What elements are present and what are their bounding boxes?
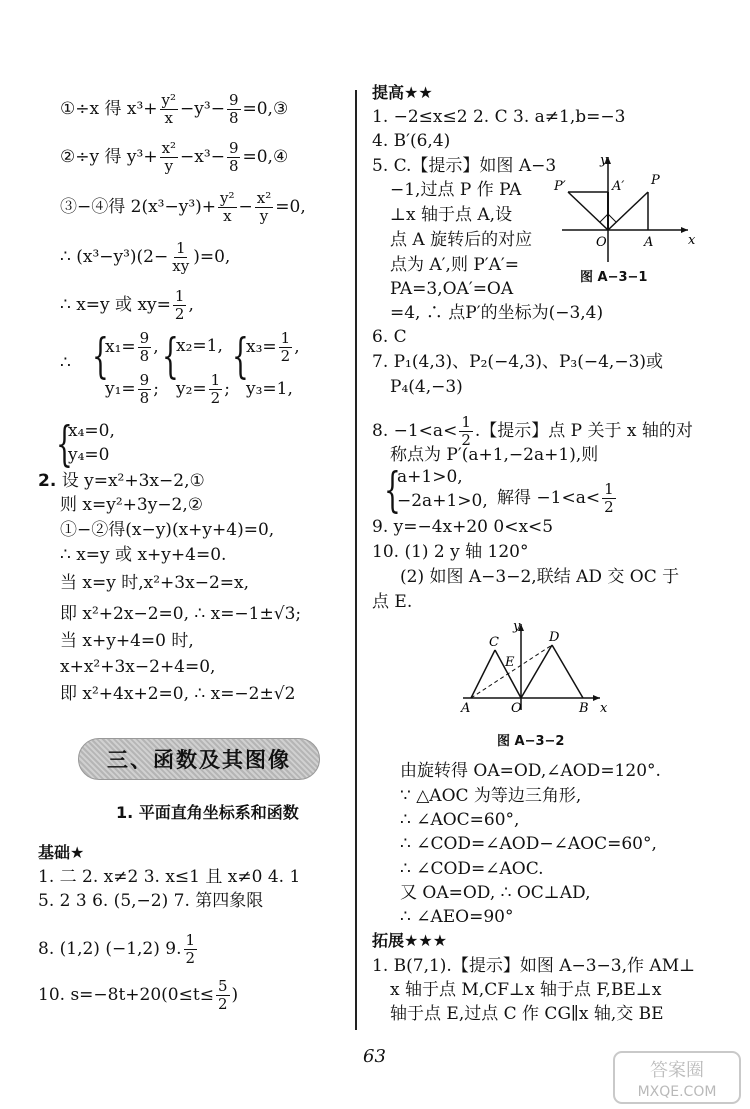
text-line: ∵ △AOC 为等边三角形, bbox=[400, 786, 582, 806]
improve-answer-8: 8. −1<a< $\frac{1}{2}$ .【提示】点 P 关于 x 轴的对 bbox=[372, 413, 693, 449]
text-line: PA=3,OA′=OA bbox=[390, 279, 514, 299]
text-line: (2) 如图 A−3−2,联结 AD 交 OC 于 bbox=[400, 567, 680, 587]
problem-2-line-6: 即 x²+2x−2=0, ∴ x=−1±√3; bbox=[60, 604, 302, 624]
text-line: 点 E. bbox=[372, 592, 413, 612]
brace: { bbox=[56, 416, 73, 472]
improve-answer-5: 5. C.【提示】如图 A−3 bbox=[372, 156, 557, 176]
section-banner: 三、函数及其图像 bbox=[78, 738, 320, 780]
svg-text:MXQE.COM: MXQE.COM bbox=[637, 1084, 717, 1100]
line-factor: ∴ (x³−y³)(2− $\frac{1}{xy}$ )=0, bbox=[60, 239, 231, 275]
text-line: 称点为 P′(a+1,−2a+1),则 bbox=[390, 445, 599, 465]
text-line: 又 OA=OD, ∴ OC⊥AD, bbox=[400, 883, 591, 903]
text-line: a+1>0, bbox=[397, 467, 463, 487]
fig2-point-b: B bbox=[579, 701, 589, 716]
improve-answer-4: 4. B′(6,4) bbox=[372, 131, 451, 151]
fig2-point-d: D bbox=[549, 630, 560, 645]
figure-caption-2: 图 A−3−2 bbox=[497, 734, 565, 749]
svg-text:答案圈: 答案圈 bbox=[650, 1060, 704, 1081]
system-2-y: y₂= $\frac{1}{2}$ ; bbox=[176, 371, 230, 407]
text-line: ∴ ∠COD=∠AOD−∠AOC=60°, bbox=[400, 834, 657, 854]
fig1-point-a: A bbox=[644, 235, 654, 250]
problem-2-line-5: 当 x=y 时,x²+3x−2=x, bbox=[60, 573, 249, 593]
text-line: =4, ∴ 点P′的坐标为(−3,4) bbox=[390, 303, 604, 323]
extension-answer-1: 1. B(7,1).【提示】如图 A−3−3,作 AM⊥ bbox=[372, 956, 696, 976]
fig1-x-label: x bbox=[688, 233, 696, 248]
text-line: ∴ ∠COD=∠AOC. bbox=[400, 859, 544, 879]
brace: { bbox=[384, 462, 401, 518]
system-1-x: x₁= $\frac{9}{8}$ , bbox=[105, 329, 159, 365]
problem-2-line-3: ①−②得(x−y)(x+y+4)=0, bbox=[60, 520, 275, 540]
text-line: −1,过点 P 作 PA bbox=[390, 180, 522, 200]
therefore-symbol: ∴ bbox=[60, 353, 71, 373]
basic-answers-1-4: 1. 二 2. x≠2 3. x≤1 且 x≠0 4. 1 bbox=[38, 867, 301, 887]
problem-2-line-4: ∴ x=y 或 x+y+4=0. bbox=[60, 545, 227, 565]
text-line: ⊥x 轴于点 A,设 bbox=[390, 205, 513, 225]
improve-answer-6: 6. C bbox=[372, 327, 407, 347]
extension-heading: 拓展★★★ bbox=[372, 931, 448, 950]
basic-answers-5-7: 5. 2 3 6. (5,−2) 7. 第四象限 bbox=[38, 891, 264, 911]
system-4-x: x₄=0, bbox=[68, 421, 115, 441]
fig2-y-label: y bbox=[513, 620, 521, 634]
basic-heading: 基础★ bbox=[38, 843, 85, 862]
text-line: ∴ ∠AOC=60°, bbox=[400, 810, 520, 830]
figure-caption-1: 图 A−3−1 bbox=[580, 270, 648, 285]
improve-answers-1-3: 1. −2≤x≤2 2. C 3. a≠1,b=−3 bbox=[372, 107, 626, 127]
system-3-x: x₃= $\frac{1}{2}$ , bbox=[246, 329, 300, 365]
system-2-x: x₂=1, bbox=[176, 336, 223, 356]
subsection-title: 1. 平面直角坐标系和函数 bbox=[116, 803, 299, 822]
basic-answers-8-9: 8. (1,2) (−1,2) 9. $\frac{1}{2}$ bbox=[38, 931, 196, 967]
fig1-origin: O bbox=[596, 235, 607, 250]
figure-a-3-2 bbox=[455, 620, 615, 720]
problem-2-line-7: 当 x+y+4=0 时, bbox=[60, 631, 194, 651]
problem-2-line-1: 2. 设 y=x²+3x−2,① bbox=[38, 471, 205, 491]
brace: { bbox=[92, 328, 109, 384]
problem-2-line-8: x+x²+3x−2+4=0, bbox=[60, 657, 216, 677]
fig2-point-c: C bbox=[489, 635, 499, 650]
fig1-point-a-prime: A′ bbox=[612, 179, 625, 194]
improve-answer-10: 10. (1) 2 y 轴 120° bbox=[372, 542, 529, 562]
system-1-y: y₁= $\frac{9}{8}$ ; bbox=[105, 371, 159, 407]
watermark-logo bbox=[612, 1050, 742, 1105]
text-line: ∴ ∠AEO=90° bbox=[400, 907, 514, 927]
figure-a-3-1 bbox=[548, 152, 698, 267]
fig1-point-p: P bbox=[651, 173, 660, 188]
fig2-point-a: A bbox=[461, 701, 471, 716]
line-subtract: ③−④得 2(x³−y³)+ $\frac{\text{y²}}{x}$ − $\frac{\text{x²}}{y}$ =0, bbox=[60, 189, 306, 225]
line-derive-4: ②÷y 得 y³+ $\frac{\text{x²}}{y}$ −x³− $\frac{9}{8}$ =0,④ bbox=[60, 139, 289, 175]
fig1-point-p-prime: P′ bbox=[554, 179, 566, 194]
problem-2-line-2: 则 x=y²+3y−2,② bbox=[60, 495, 204, 515]
brace: { bbox=[162, 328, 179, 384]
fig2-origin: O bbox=[511, 701, 522, 716]
text-line: 点为 A′,则 P′A′= bbox=[390, 255, 520, 275]
improve-answer-7: 7. P₁(4,3)、P₂(−4,3)、P₃(−4,−3)或 bbox=[372, 352, 664, 372]
fig1-y-label: y bbox=[600, 153, 608, 168]
line-derive-3: ①÷x 得 x³+ $\frac{\text{y²}}{x}$ −y³− $\frac{9}{8}$ =0,③ bbox=[60, 91, 289, 127]
text-line: 由旋转得 OA=OD,∠AOD=120°. bbox=[400, 761, 661, 781]
text-line: 轴于点 E,过点 C 作 CG∥x 轴,交 BE bbox=[390, 1004, 664, 1024]
system-3-y: y₃=1, bbox=[246, 379, 293, 399]
column-divider bbox=[355, 90, 357, 1030]
text-line: −2a+1>0, bbox=[397, 491, 488, 511]
fig2-x-label: x bbox=[600, 701, 608, 716]
fig2-point-e: E bbox=[505, 655, 515, 670]
system-4-y: y₄=0 bbox=[68, 445, 110, 465]
text-line: x 轴于点 M,CF⊥x 轴于点 F,BE⊥x bbox=[390, 980, 662, 1000]
problem-2-line-9: 即 x²+4x+2=0, ∴ x=−2±√2 bbox=[60, 684, 296, 704]
inequality-solution: 解得 −1<a< $\frac{1}{2}$ bbox=[497, 480, 614, 516]
basic-answer-10: 10. s=−8t+20(0≤t≤ $\frac{5}{2}$ ) bbox=[38, 977, 239, 1013]
improve-answer-9: 9. y=−4x+20 0<x<5 bbox=[372, 517, 554, 537]
brace: { bbox=[232, 328, 249, 384]
text-line: P₄(4,−3) bbox=[390, 377, 463, 397]
text-line: 点 A 旋转后的对应 bbox=[390, 230, 533, 250]
line-cases: ∴ x=y 或 xy= $\frac{1}{2}$ , bbox=[60, 287, 194, 323]
page-number: 63 bbox=[363, 1046, 386, 1067]
improve-heading: 提高★★ bbox=[372, 83, 433, 102]
